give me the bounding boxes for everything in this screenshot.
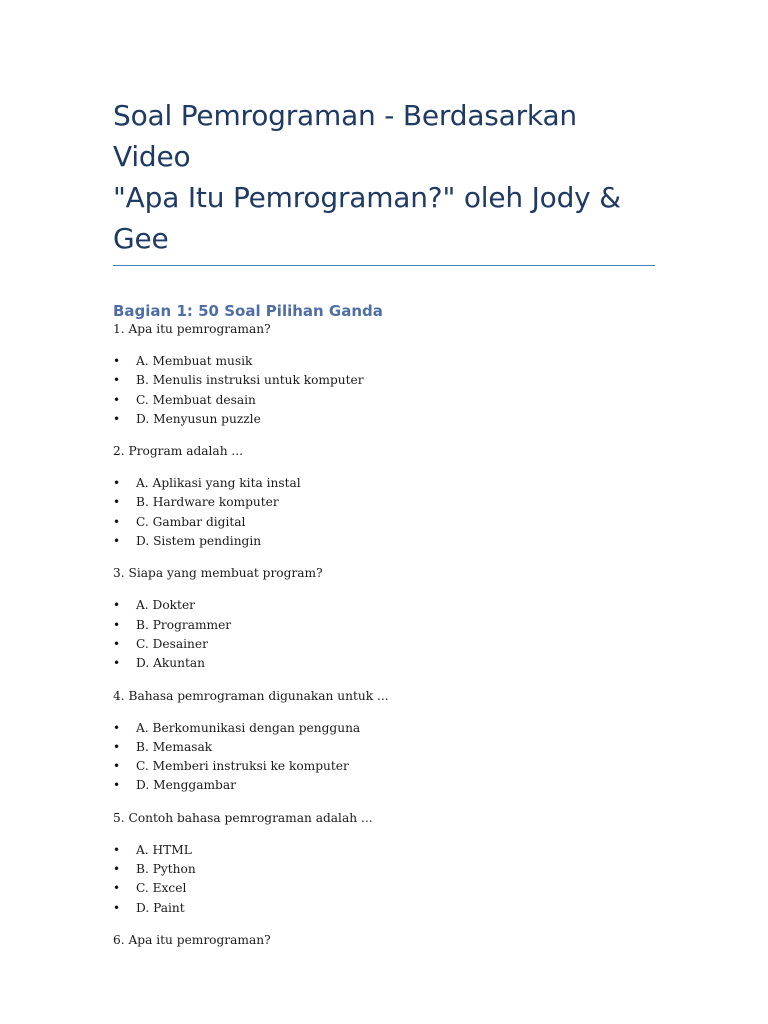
answer-options	[113, 352, 655, 429]
answer-option-label: D. Paint	[136, 900, 185, 915]
answer-option	[113, 596, 655, 615]
answer-option	[113, 493, 655, 512]
answer-option-label: A. Membuat musik	[136, 354, 253, 368]
answer-option	[113, 371, 655, 390]
document-page	[113, 95, 655, 949]
answer-option-label: B. Menulis instruksi untuk komputer	[136, 373, 364, 388]
answer-option	[113, 776, 655, 795]
bullet-icon: •	[113, 656, 121, 671]
answer-option-label: A. Berkomunikasi dengan pengguna	[136, 720, 361, 735]
answer-options	[113, 719, 655, 796]
answer-option	[113, 899, 655, 918]
answer-option	[113, 757, 655, 776]
answer-options	[113, 841, 655, 918]
answer-option-label: B. Python	[136, 862, 196, 877]
answer-option	[113, 616, 655, 635]
question-text: 1. Apa itu pemrograman?	[113, 322, 271, 336]
answer-option	[113, 635, 655, 654]
bullet-icon: •	[113, 392, 121, 407]
answer-option-label: D. Sistem pendingin	[136, 534, 262, 549]
answer-option-label: B. Programmer	[136, 617, 232, 632]
title-line: Soal Pemrograman - Berdasarkan Video	[113, 99, 577, 173]
document-title	[113, 95, 655, 265]
answer-option-label: C. Gambar digital	[136, 514, 246, 529]
answer-option-label: C. Membuat desain	[136, 392, 256, 407]
bullet-icon: •	[113, 617, 121, 632]
answer-options	[113, 474, 655, 551]
answer-option-label: A. Dokter	[136, 598, 195, 613]
answer-option	[113, 513, 655, 532]
bullet-icon: •	[113, 373, 121, 388]
bullet-icon: •	[113, 759, 121, 774]
bullet-icon: •	[113, 900, 121, 915]
bullet-icon: •	[113, 842, 121, 857]
answer-option-label: C. Excel	[136, 881, 187, 896]
bullet-icon: •	[113, 636, 121, 651]
answer-option-label: C. Memberi instruksi ke komputer	[136, 759, 349, 774]
answer-option	[113, 352, 655, 371]
question-list	[113, 321, 655, 949]
answer-option-label: D. Menggambar	[136, 778, 236, 793]
answer-option	[113, 474, 655, 493]
bullet-icon: •	[113, 514, 121, 529]
question-text: 2. Program adalah ...	[113, 444, 244, 459]
bullet-icon: •	[113, 411, 121, 426]
answer-option	[113, 738, 655, 757]
bullet-icon: •	[113, 778, 121, 793]
bullet-icon: •	[113, 534, 121, 549]
bullet-icon: •	[113, 720, 121, 735]
answer-option	[113, 719, 655, 738]
bullet-icon: •	[113, 495, 121, 510]
bullet-icon: •	[113, 598, 121, 613]
answer-option	[113, 532, 655, 551]
answer-option-label: D. Akuntan	[136, 656, 205, 671]
answer-option-label: B. Hardware komputer	[136, 495, 279, 510]
answer-option-label: B. Memasak	[136, 739, 213, 754]
question-text: 3. Siapa yang membuat program?	[113, 566, 323, 581]
title-line: Gee	[113, 222, 169, 255]
bullet-icon: •	[113, 739, 121, 754]
answer-options	[113, 596, 655, 673]
answer-option	[113, 410, 655, 429]
question-text: 5. Contoh bahasa pemrograman adalah ...	[113, 810, 373, 825]
question-text: 4. Bahasa pemrograman digunakan untuk ...	[113, 688, 389, 703]
answer-option-label: C. Desainer	[136, 636, 208, 651]
answer-option	[113, 654, 655, 673]
bullet-icon: •	[113, 354, 121, 368]
answer-option	[113, 879, 655, 898]
answer-option-label: D. Menyusun puzzle	[136, 411, 261, 426]
title-line: "Apa Itu Pemrograman?" oleh Jody &	[113, 181, 621, 214]
bullet-icon: •	[113, 476, 121, 491]
bullet-icon: •	[113, 862, 121, 877]
answer-option	[113, 860, 655, 879]
question-text: 6. Apa itu pemrograman?	[113, 932, 271, 947]
answer-option	[113, 841, 655, 860]
bullet-icon: •	[113, 881, 121, 896]
answer-option-label: A. Aplikasi yang kita instal	[136, 476, 301, 491]
title-underline	[113, 265, 655, 266]
section-heading: Bagian 1: 50 Soal Pilihan Ganda	[113, 302, 383, 320]
answer-option	[113, 391, 655, 410]
answer-option-label: A. HTML	[136, 842, 192, 857]
